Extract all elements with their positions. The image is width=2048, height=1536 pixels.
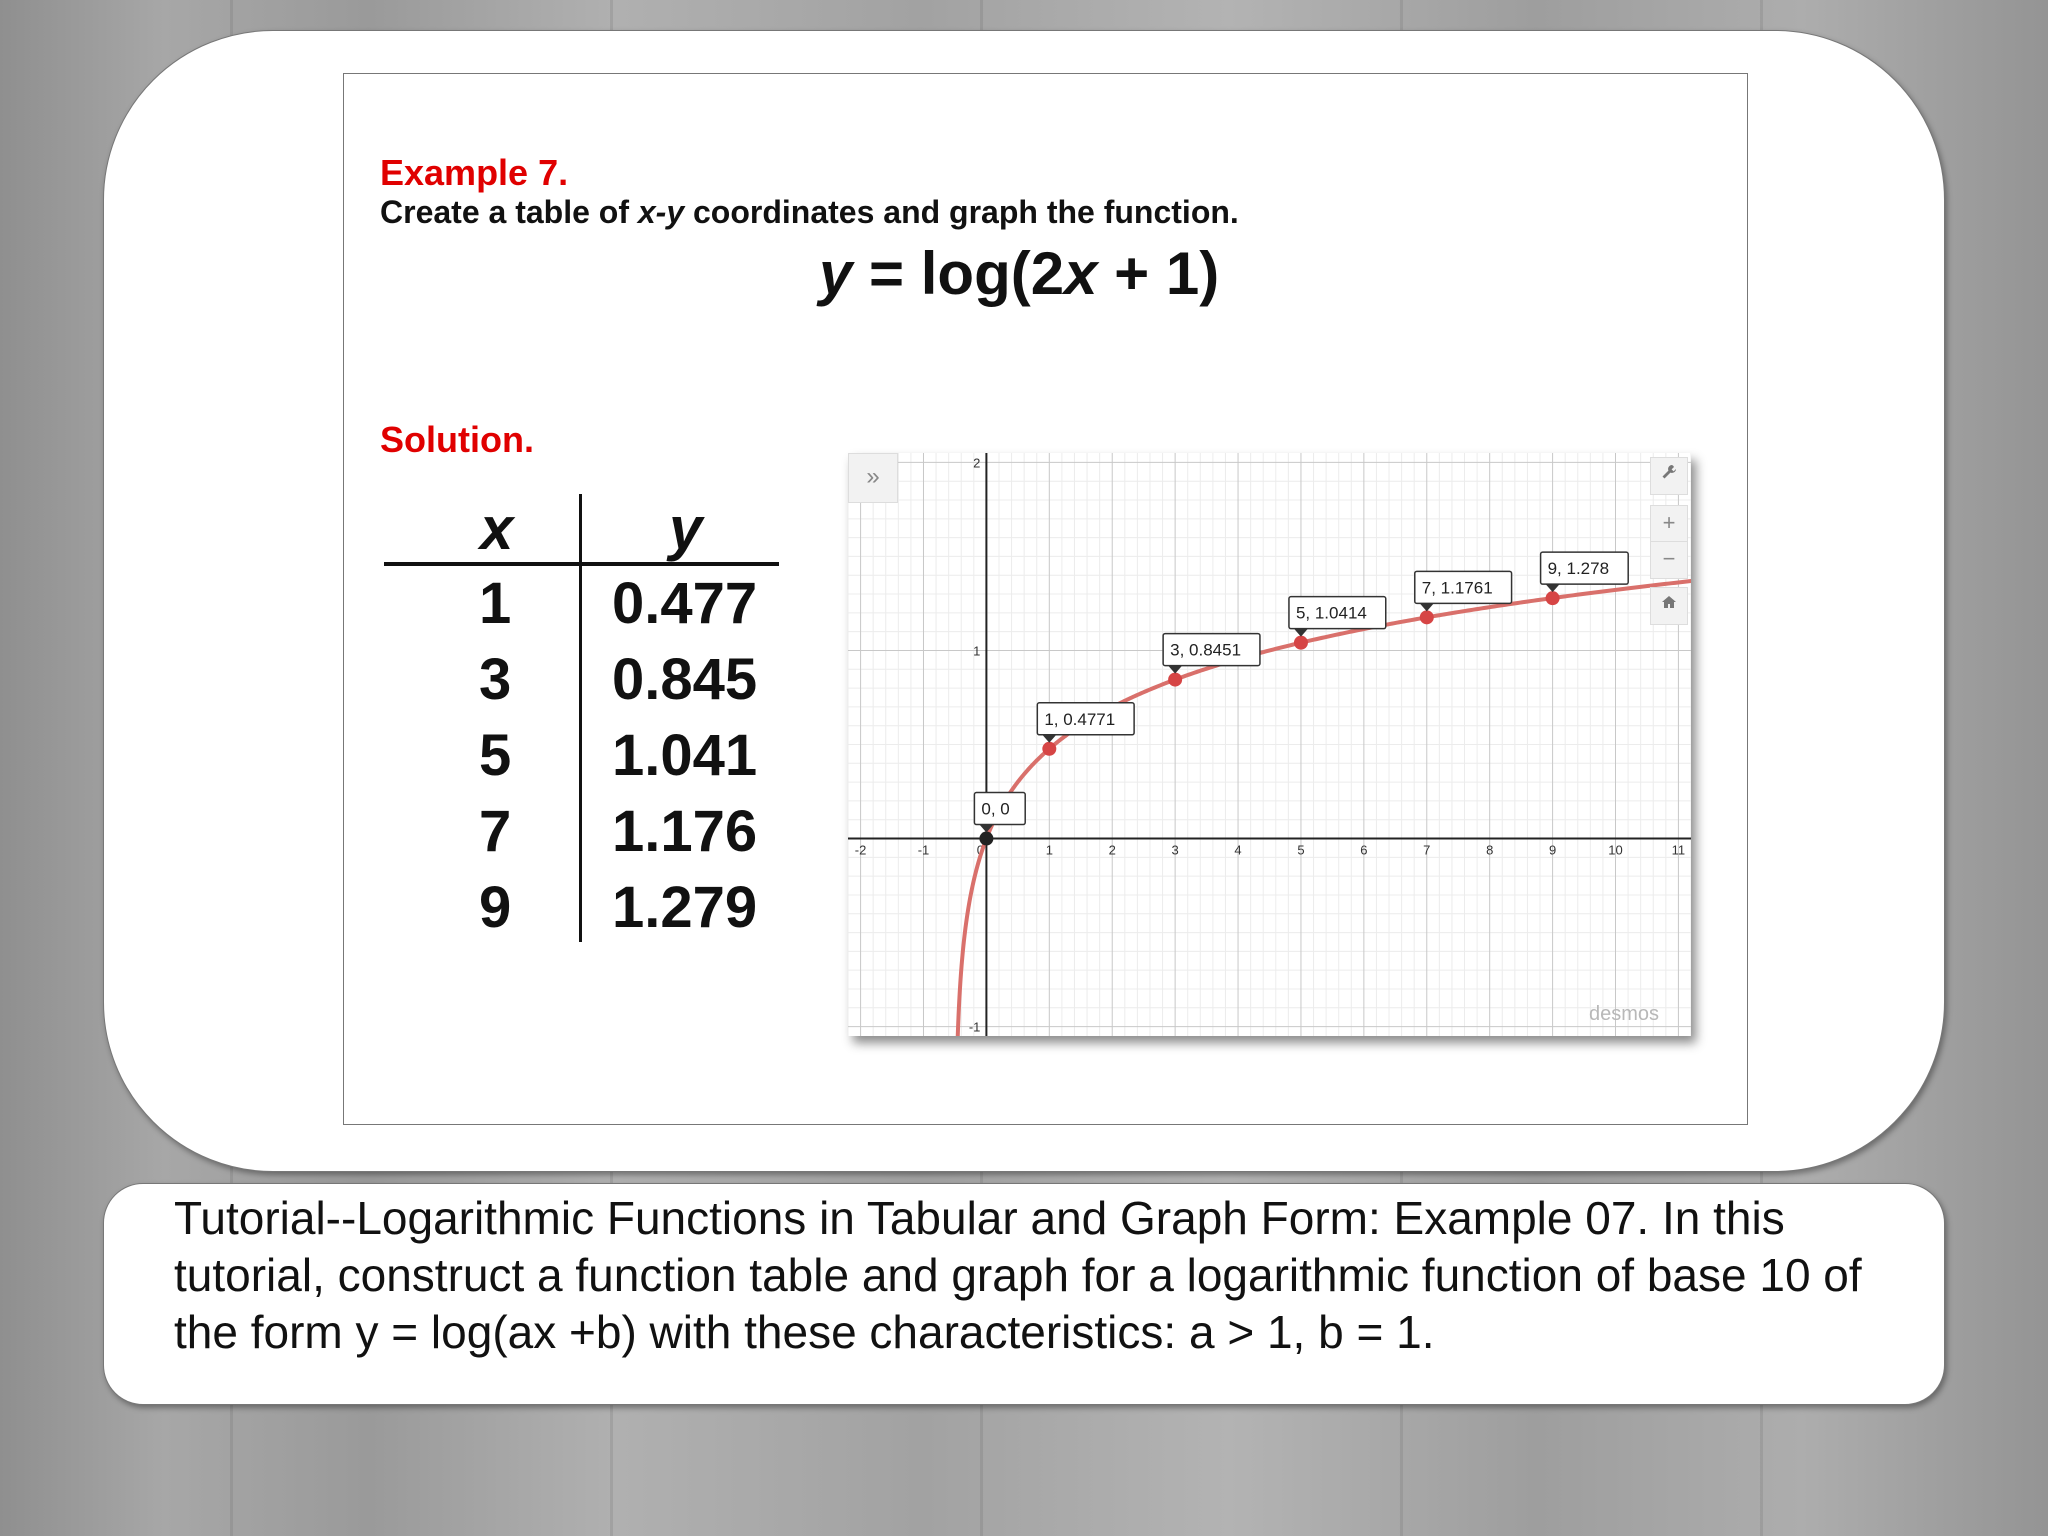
point-label: 7, 1.1761 bbox=[1421, 578, 1493, 598]
data-point bbox=[1546, 591, 1560, 605]
equation-y: y bbox=[819, 240, 853, 307]
table-cell-y: 0.845 bbox=[612, 647, 758, 712]
data-point bbox=[979, 832, 993, 846]
x-tick-label: 10 bbox=[1608, 842, 1623, 858]
y-tick-label: -1 bbox=[968, 1019, 981, 1035]
table-cell-x: 3 bbox=[479, 647, 512, 712]
prompt-text-start: Create a table of bbox=[380, 194, 638, 230]
home-icon[interactable] bbox=[1650, 587, 1688, 625]
function-curve bbox=[958, 581, 1691, 1036]
table-cell-y: 0.477 bbox=[612, 571, 758, 636]
x-tick-label: 2 bbox=[1108, 842, 1116, 858]
equation-mid: = log(2 bbox=[852, 240, 1065, 307]
zoom-in-button[interactable]: + bbox=[1650, 505, 1688, 543]
point-label-pointer bbox=[1420, 603, 1434, 611]
example-title: Example 7. bbox=[380, 152, 569, 193]
y-tick-label: 1 bbox=[973, 643, 981, 659]
x-tick-label: 6 bbox=[1360, 842, 1368, 858]
prompt-text-end: coordinates and graph the function. bbox=[684, 194, 1239, 230]
x-tick-label: 9 bbox=[1548, 842, 1557, 858]
table-header-x: x bbox=[480, 495, 514, 562]
x-tick-label: 0 bbox=[976, 842, 985, 858]
prompt-variable: x-y bbox=[637, 194, 685, 230]
point-label-pointer bbox=[1042, 735, 1056, 743]
x-tick-label: 11 bbox=[1671, 842, 1686, 858]
data-point bbox=[1042, 742, 1056, 756]
point-label: 3, 0.8451 bbox=[1170, 640, 1242, 660]
wrench-icon[interactable] bbox=[1650, 457, 1688, 495]
x-tick-label: 3 bbox=[1171, 842, 1179, 858]
table-column-rule bbox=[579, 494, 582, 942]
table-cell-y: 1.279 bbox=[612, 875, 758, 940]
point-label: 9, 1.278 bbox=[1547, 559, 1610, 579]
point-label: 0, 0 bbox=[981, 799, 1010, 819]
x-tick-label: 8 bbox=[1486, 842, 1494, 858]
equation-x: x bbox=[1064, 240, 1098, 307]
point-label: 1, 0.4771 bbox=[1044, 709, 1116, 729]
caption-card bbox=[103, 1183, 1945, 1405]
table-header-y: y bbox=[669, 495, 703, 562]
table-cell-y: 1.041 bbox=[612, 723, 758, 788]
slide-panel bbox=[343, 73, 1748, 1125]
x-tick-label: 1 bbox=[1045, 842, 1053, 858]
caption-text: Tutorial--Logarithmic Functions in Tabular and Graph Form: Example 07. In this tutorial, construct a function table and graph for a logarithmic function of base 10 of the form y = log(ax +b) with these characteristics: a > 1, b = 1. bbox=[174, 1192, 1862, 1358]
desmos-watermark: desmos bbox=[1588, 1003, 1659, 1025]
table-cell-x: 7 bbox=[479, 799, 512, 864]
point-label-pointer bbox=[1546, 584, 1560, 592]
y-tick-label: 2 bbox=[973, 455, 981, 471]
x-tick-label: 4 bbox=[1234, 842, 1242, 858]
table-cell-x: 1 bbox=[479, 571, 512, 636]
equation-end: + 1) bbox=[1097, 240, 1220, 307]
wrench-glyph bbox=[1661, 464, 1677, 480]
point-label-pointer bbox=[1294, 629, 1308, 637]
point-label: 5, 1.0414 bbox=[1295, 603, 1367, 623]
expand-panel-button[interactable]: » bbox=[848, 453, 898, 503]
x-tick-label: -1 bbox=[917, 842, 930, 858]
x-tick-label: 7 bbox=[1423, 842, 1431, 858]
data-point bbox=[1420, 610, 1434, 624]
table-cell-x: 5 bbox=[479, 723, 512, 788]
graph-svg[interactable] bbox=[848, 453, 1691, 1036]
desmos-graph[interactable] bbox=[848, 453, 1691, 1036]
x-tick-label: -2 bbox=[854, 842, 867, 858]
solution-label: Solution. bbox=[380, 419, 534, 460]
xy-table bbox=[384, 494, 779, 949]
zoom-out-button[interactable]: − bbox=[1650, 541, 1688, 579]
table-cell-y: 1.176 bbox=[612, 799, 758, 864]
data-point bbox=[1168, 673, 1182, 687]
data-point bbox=[1294, 636, 1308, 650]
function-equation bbox=[819, 239, 1219, 308]
x-tick-label: 5 bbox=[1297, 842, 1305, 858]
home-glyph bbox=[1661, 594, 1677, 610]
problem-prompt bbox=[380, 194, 1239, 231]
table-cell-x: 9 bbox=[479, 875, 512, 940]
